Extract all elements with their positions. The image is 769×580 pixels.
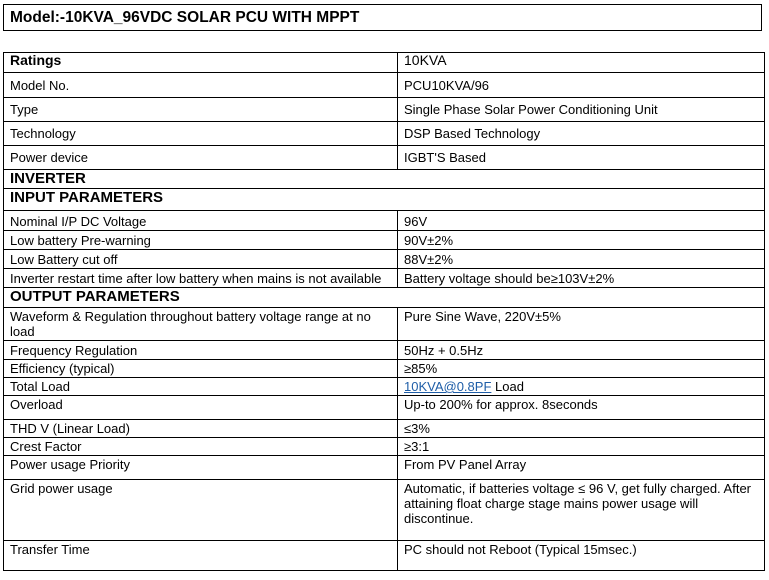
ratings-label: Ratings	[4, 53, 398, 73]
spec-label: THD V (Linear Load)	[4, 420, 398, 438]
table-row	[4, 341, 765, 360]
spec-label: Crest Factor	[4, 438, 398, 456]
spec-label: Technology	[4, 122, 398, 146]
spec-value: From PV Panel Array	[398, 456, 765, 480]
spec-label: Overload	[4, 396, 398, 420]
spec-value	[398, 378, 765, 396]
table-row	[4, 53, 765, 73]
table-row	[4, 308, 765, 341]
spec-label: Power device	[4, 146, 398, 170]
spec-value: Pure Sine Wave, 220V±5%	[398, 308, 765, 341]
spec-value: ≤3%	[398, 420, 765, 438]
spec-label: Low Battery cut off	[4, 250, 398, 269]
spec-label: Waveform & Regulation throughout battery voltage range at no load	[4, 308, 398, 341]
table-row	[4, 420, 765, 438]
table-row	[4, 396, 765, 420]
section-header	[4, 189, 765, 211]
spec-value: ≥3:1	[398, 438, 765, 456]
spec-value: PCU10KVA/96	[398, 73, 765, 98]
section-header	[4, 288, 765, 308]
spec-label: Nominal I/P DC Voltage	[4, 211, 398, 231]
section-output-parameters: OUTPUT PARAMETERS	[4, 288, 765, 308]
table-row	[4, 378, 765, 396]
table-row	[4, 269, 765, 288]
spec-value: IGBT'S Based	[398, 146, 765, 170]
spec-label: Power usage Priority	[4, 456, 398, 480]
table-row	[4, 541, 765, 571]
spec-label: Transfer Time	[4, 541, 398, 571]
spec-table	[3, 52, 765, 571]
spec-label: Efficiency (typical)	[4, 360, 398, 378]
table-row	[4, 211, 765, 231]
spec-value: 88V±2%	[398, 250, 765, 269]
total-load-link[interactable]: 10KVA@0.8PF	[404, 379, 492, 394]
page-title: Model:-10KVA_96VDC SOLAR PCU WITH MPPT	[3, 4, 762, 31]
spec-value: DSP Based Technology	[398, 122, 765, 146]
spec-value: Single Phase Solar Power Conditioning Unit	[398, 98, 765, 122]
table-row	[4, 73, 765, 98]
section-header	[4, 170, 765, 189]
spec-label: Type	[4, 98, 398, 122]
spec-value: Up-to 200% for approx. 8seconds	[398, 396, 765, 420]
spec-value: 90V±2%	[398, 231, 765, 250]
spec-value: Automatic, if batteries voltage ≤ 96 V, get fully charged. After attaining float charge stage mains power usage will discontinue.	[398, 480, 765, 541]
table-row	[4, 250, 765, 269]
spec-label: Inverter restart time after low battery when mains is not available	[4, 269, 398, 288]
spec-value: Battery voltage should be≥103V±2%	[398, 269, 765, 288]
spec-label: Grid power usage	[4, 480, 398, 541]
spec-value: ≥85%	[398, 360, 765, 378]
spec-label: Frequency Regulation	[4, 341, 398, 360]
table-row	[4, 456, 765, 480]
spec-value: 50Hz + 0.5Hz	[398, 341, 765, 360]
table-row	[4, 122, 765, 146]
spec-label: Low battery Pre-warning	[4, 231, 398, 250]
spec-value: PC should not Reboot (Typical 15msec.)	[398, 541, 765, 571]
ratings-value: 10KVA	[398, 53, 765, 73]
table-row	[4, 231, 765, 250]
section-inverter: INVERTER	[4, 170, 765, 189]
spec-label: Model No.	[4, 73, 398, 98]
table-row	[4, 360, 765, 378]
total-load-suffix: Load	[491, 379, 524, 394]
table-row	[4, 438, 765, 456]
spec-value: 96V	[398, 211, 765, 231]
table-row	[4, 480, 765, 541]
spec-label: Total Load	[4, 378, 398, 396]
table-row	[4, 146, 765, 170]
section-input-parameters: INPUT PARAMETERS	[4, 189, 765, 211]
table-row	[4, 98, 765, 122]
